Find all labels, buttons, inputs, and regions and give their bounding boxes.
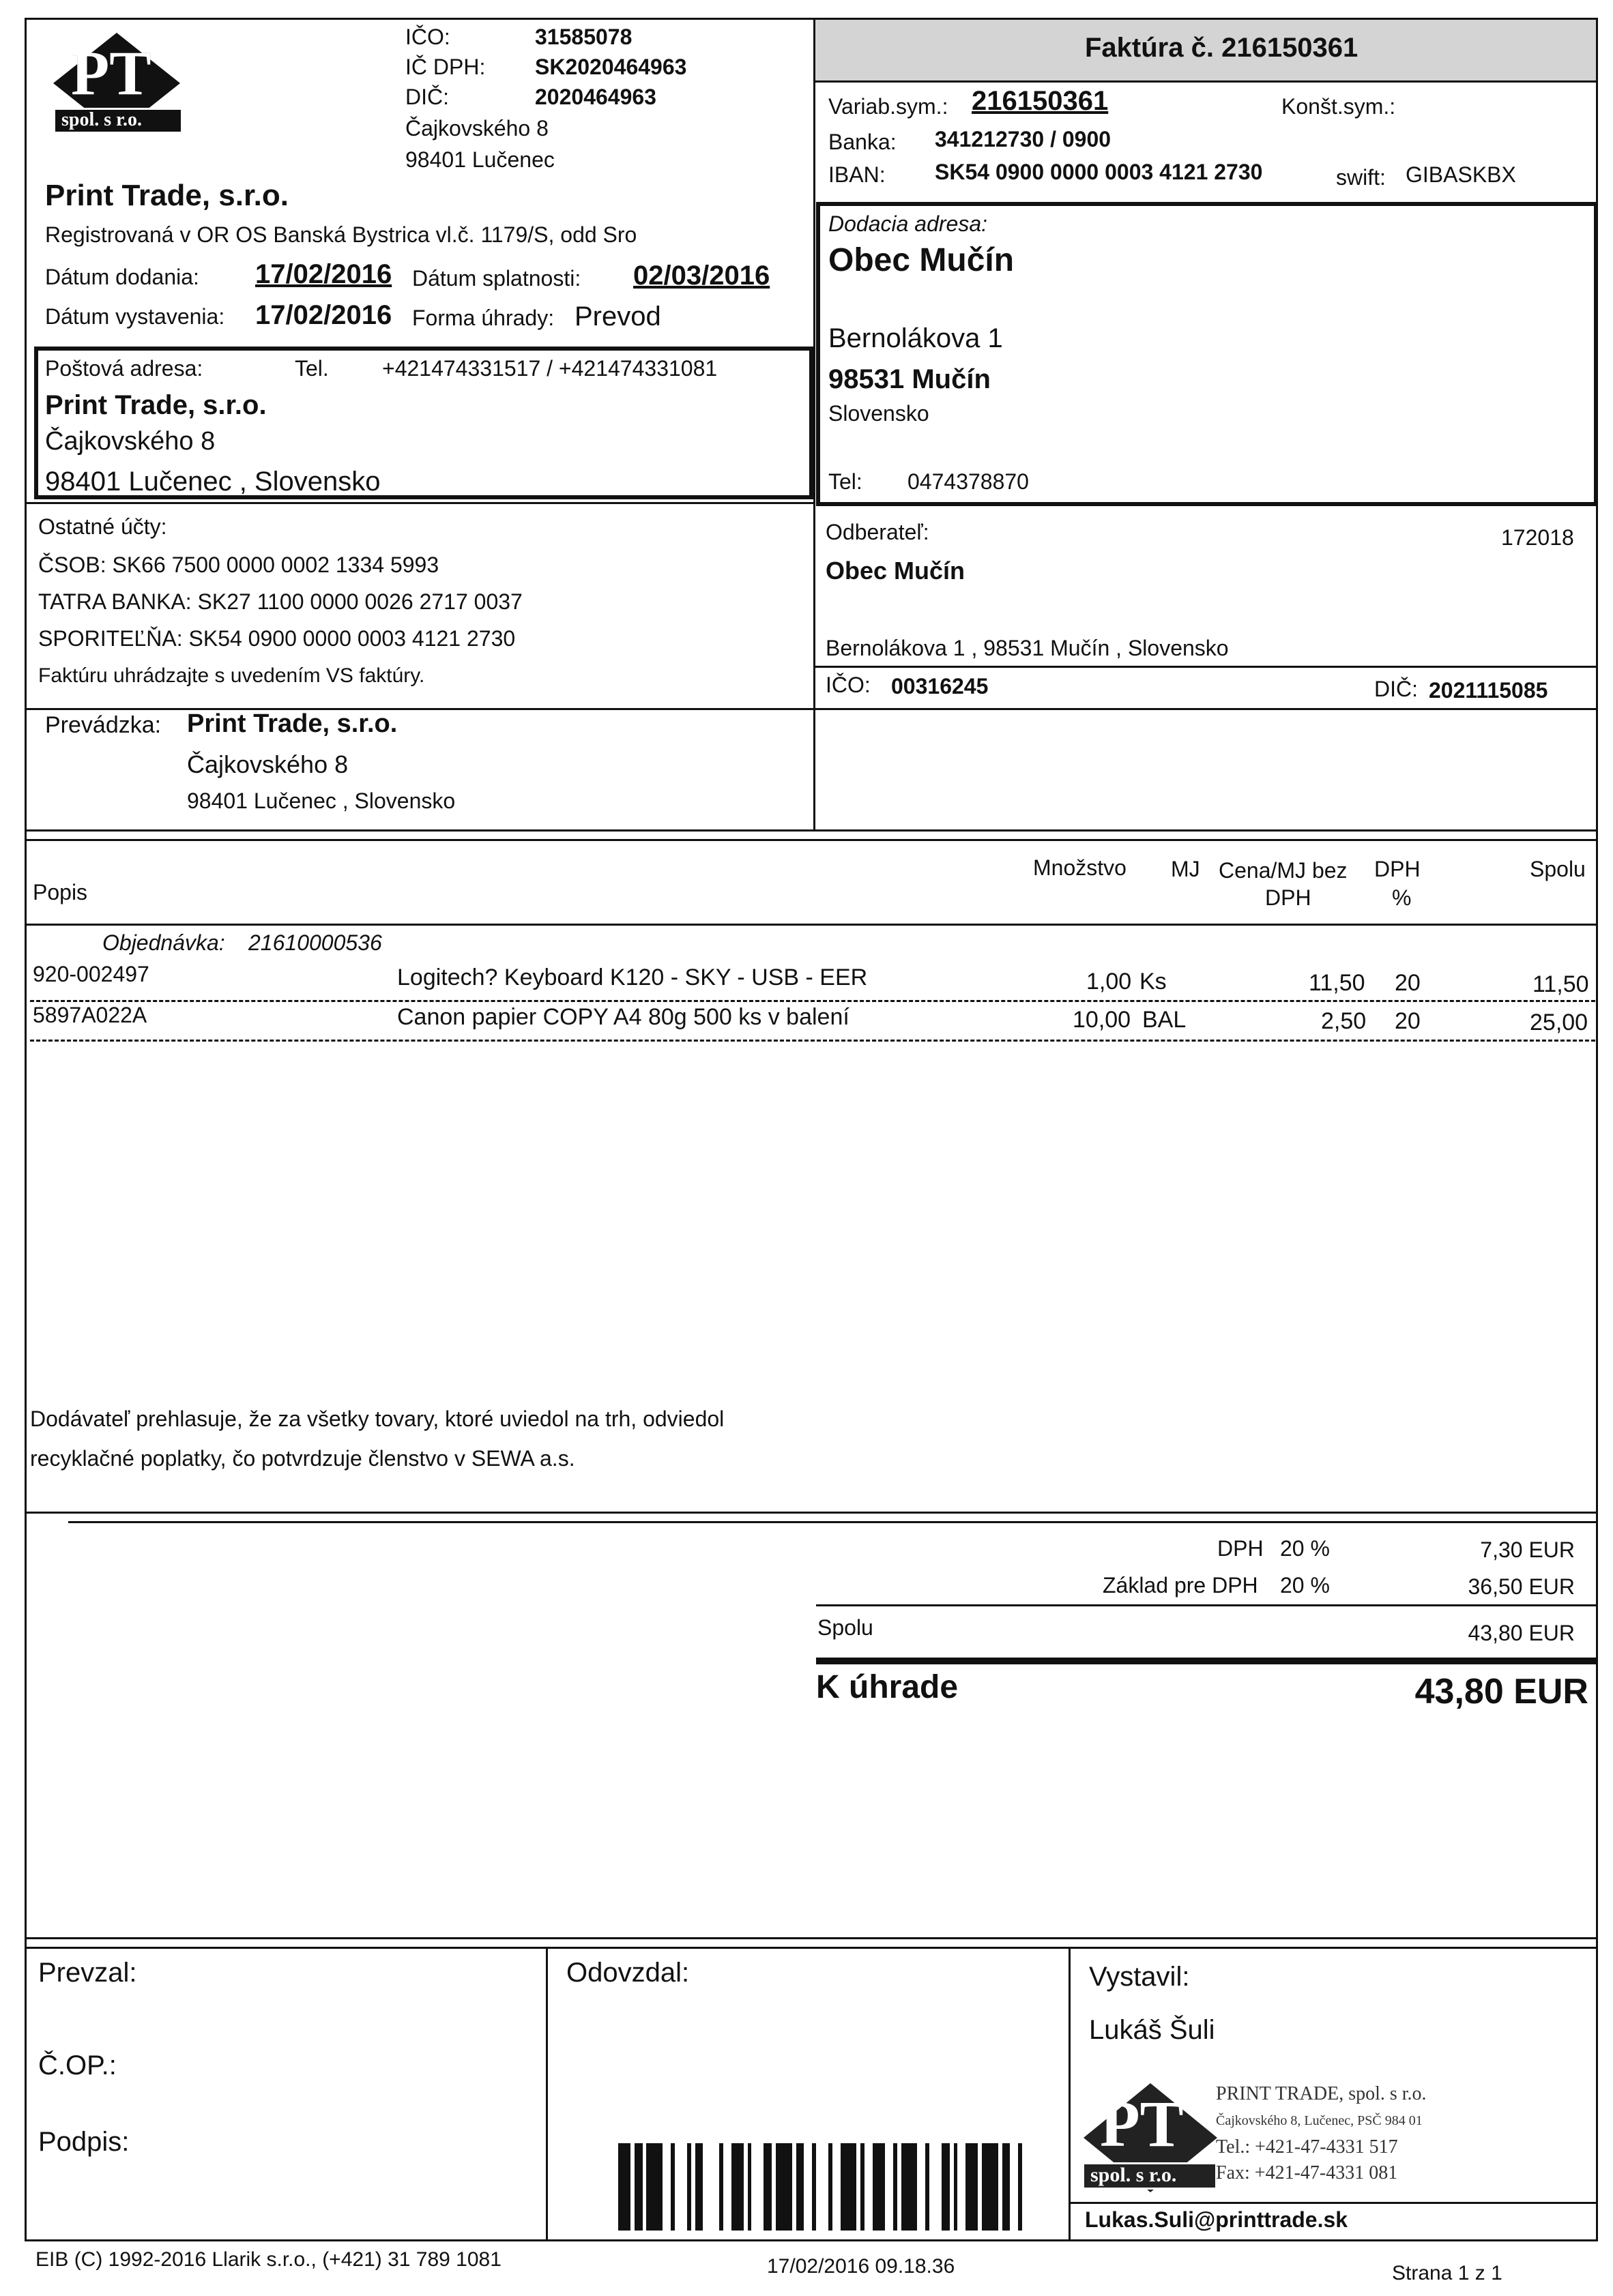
- barcode-bar: [957, 2143, 965, 2231]
- barcode-bar: [917, 2143, 925, 2231]
- barcode-bar: [703, 2143, 719, 2231]
- supplier-city: 98401 Lučenec: [405, 147, 555, 172]
- due-rule: [816, 1658, 1598, 1664]
- postal-label: Poštová adresa:: [45, 356, 203, 381]
- payment-method: Prevod: [575, 301, 661, 332]
- footer-timestamp: 17/02/2016 09.18.36: [767, 2255, 955, 2278]
- order-number: 21610000536: [248, 930, 382, 955]
- items-header-rule: [25, 924, 1598, 926]
- premises-label: Prevádzka:: [45, 712, 162, 738]
- item-2-total: 25,00: [1530, 1010, 1588, 1035]
- barcode-bar: [864, 2143, 873, 2231]
- account-line-1: ČSOB: SK66 7500 0000 0002 1334 5993: [38, 553, 439, 577]
- barcode: [618, 2143, 1034, 2231]
- delivery-street: Bernolákova 1: [828, 323, 1003, 353]
- delivery-date-label: Dátum dodania:: [45, 265, 199, 289]
- ico-value: 31585078: [535, 25, 633, 49]
- vat-rate: 20 %: [1280, 1536, 1330, 1561]
- item-1-rule: [30, 1000, 1595, 1002]
- icdph-label: IČ DPH:: [405, 55, 486, 79]
- base-label: Základ pre DPH: [1103, 1573, 1258, 1598]
- dic-label: DIČ:: [405, 85, 449, 109]
- stamp-line-4: Fax: +421-47-4331 081: [1216, 2162, 1398, 2183]
- col-price-1: Cena/MJ bez: [1219, 858, 1348, 883]
- premises-street: Čajkovského 8: [187, 750, 349, 778]
- item-2-qty: 10,00: [1073, 1007, 1131, 1033]
- signature-top-rule-1: [25, 1937, 1598, 1939]
- delivery-tel: 0474378870: [907, 469, 1029, 494]
- due-amount: 43,80 EUR: [1414, 1672, 1588, 1711]
- delivery-date: 17/02/2016: [255, 259, 392, 289]
- stamp-logo-subtext: spol. s r.o.: [1090, 2164, 1177, 2186]
- barcode-bar: [723, 2143, 731, 2231]
- col-desc: Popis: [33, 880, 88, 904]
- barcode-bar: [776, 2143, 792, 2231]
- delivery-label: Dodacia adresa:: [828, 211, 988, 236]
- delivery-name: Obec Mučín: [828, 242, 1015, 278]
- logo-text: PT: [71, 38, 151, 108]
- col-vat-2: %: [1392, 885, 1412, 910]
- stamp-line-2: Čajkovského 8, Lučenec, PSČ 984 01: [1216, 2113, 1423, 2128]
- items-top-rule-1: [25, 829, 1598, 831]
- issue-date-label: Dátum vystavenia:: [45, 304, 225, 329]
- barcode-bar: [804, 2143, 812, 2231]
- barcode-bar: [885, 2143, 893, 2231]
- item-2-rule: [30, 1040, 1595, 1042]
- barcode-bar: [1002, 2143, 1011, 2231]
- signature-top-rule-2: [25, 1947, 1598, 1949]
- email-rule: [1069, 2202, 1598, 2204]
- premises-city: 98401 Lučenec , Slovensko: [187, 789, 456, 813]
- item-1-total: 11,50: [1532, 971, 1589, 997]
- varsym-label: Variab.sym.:: [828, 94, 948, 119]
- customer-id-rule: [813, 666, 1598, 668]
- delivery-country: Slovensko: [828, 401, 929, 426]
- barcode-bar: [873, 2143, 885, 2231]
- signature-divider-2: [1069, 1947, 1071, 2241]
- items-top-rule-2: [25, 839, 1598, 841]
- op-label: Č.OP.:: [38, 2050, 117, 2080]
- barcode-bar: [731, 2143, 744, 2231]
- barcode-bar: [942, 2143, 950, 2231]
- supplier-name: Print Trade, s.r.o.: [45, 179, 289, 212]
- item-2-code: 5897A022A: [33, 1003, 147, 1027]
- issue-date: 17/02/2016: [255, 300, 392, 330]
- customer-ico: 00316245: [891, 674, 989, 698]
- barcode-bar: [832, 2143, 841, 2231]
- varsym-value: 216150361: [972, 86, 1109, 116]
- handed-label: Odovzdal:: [566, 1958, 690, 1988]
- barcode-bar: [663, 2143, 671, 2231]
- vat-amount: 7,30 EUR: [1480, 1537, 1575, 1562]
- sum-label: Spolu: [817, 1615, 873, 1640]
- icdph-value: SK2020464963: [535, 55, 687, 79]
- item-1-vat: 20: [1395, 970, 1421, 996]
- due-date: 02/03/2016: [633, 261, 770, 291]
- vat-label: DPH: [1217, 1536, 1264, 1561]
- delivery-city: 98531 Mučín: [828, 364, 991, 394]
- iban-value: SK54 0900 0000 0003 4121 2730: [935, 160, 1263, 184]
- stamp-logo-text: PT: [1100, 2087, 1184, 2160]
- due-date-label: Dátum splatnosti:: [412, 266, 581, 291]
- swift-label: swift:: [1336, 165, 1386, 190]
- item-1-unit: Ks: [1139, 969, 1167, 995]
- ico-label: IČO:: [405, 25, 450, 49]
- barcode-bar: [901, 2143, 918, 2231]
- payment-note: Faktúru uhrádzajte s uvedením VS faktúry.: [38, 664, 425, 687]
- item-2-vat: 20: [1395, 1008, 1421, 1034]
- order-label: Objednávka:: [102, 930, 225, 955]
- postal-city: 98401 Lučenec , Slovensko: [45, 467, 381, 497]
- customer-label: Odberateľ:: [826, 520, 929, 544]
- konstsym-label: Konšt.sym.:: [1281, 94, 1396, 119]
- base-rate: 20 %: [1280, 1573, 1330, 1598]
- barcode-bar: [646, 2143, 663, 2231]
- barcode-bar: [841, 2143, 857, 2231]
- postal-street: Čajkovského 8: [45, 427, 216, 456]
- item-1-qty: 1,00: [1086, 969, 1132, 995]
- title-bar-rule: [813, 80, 1598, 83]
- logo-subtext: spol. s r.o.: [61, 109, 143, 130]
- customer-dic: 2021115085: [1429, 678, 1548, 703]
- barcode-bar: [635, 2143, 643, 2231]
- payment-label: Forma úhrady:: [412, 306, 555, 330]
- sum-rule: [816, 1604, 1598, 1606]
- footer-page: Strana 1 z 1: [1392, 2262, 1502, 2284]
- declaration-line-2: recyklačné poplatky, čo potvrdzuje členstvo v SEWA a.s.: [30, 1446, 575, 1471]
- signature-label: Podpis:: [38, 2127, 130, 2157]
- barcode-bar: [929, 2143, 942, 2231]
- stamp-line-1: PRINT TRADE, spol. s r.o.: [1216, 2083, 1427, 2104]
- barcode-bar: [675, 2143, 687, 2231]
- footer-copyright: EIB (C) 1992-2016 Llarik s.r.o., (+421) 31 789 1081: [35, 2248, 502, 2271]
- item-1-code: 920-002497: [33, 962, 149, 986]
- barcode-bar: [1010, 2143, 1018, 2231]
- barcode-bar: [1022, 2143, 1034, 2231]
- account-line-2: TATRA BANKA: SK27 1100 0000 0026 2717 0037: [38, 589, 523, 614]
- barcode-bar: [965, 2143, 978, 2231]
- invoice-title: Faktúra č. 216150361: [1085, 33, 1358, 63]
- postal-tel: +421474331517 / +421474331081: [382, 356, 718, 381]
- barcode-bar: [764, 2143, 772, 2231]
- postal-name: Print Trade, s.r.o.: [45, 390, 267, 420]
- barcode-bar: [816, 2143, 828, 2231]
- item-1-price: 11,50: [1309, 970, 1365, 996]
- due-label: K úhrade: [816, 1669, 959, 1705]
- dic-value: 2020464963: [535, 85, 656, 109]
- col-vat-1: DPH: [1374, 857, 1421, 881]
- totals-top-rule-2: [68, 1521, 1598, 1523]
- delivery-tel-label: Tel:: [828, 469, 862, 494]
- barcode-bar: [982, 2143, 998, 2231]
- item-2-unit: BAL: [1142, 1007, 1187, 1033]
- company-stamp: [1082, 2076, 1437, 2199]
- col-unit: MJ: [1171, 857, 1200, 881]
- supplier-registration: Registrovaná v OR OS Banská Bystrica vl.č. 1179/S, odd Sro: [45, 222, 637, 247]
- bank-value: 341212730 / 0900: [935, 127, 1111, 151]
- iban-label: IBAN:: [828, 162, 886, 187]
- barcode-bar: [796, 2143, 804, 2231]
- declaration-line-1: Dodávateľ prehlasuje, že za všetky tovary, ktoré uviedol na trh, odviedol: [30, 1407, 725, 1431]
- bank-label: Banka:: [828, 130, 897, 154]
- issued-label: Vystavil:: [1089, 1962, 1190, 1992]
- swift-value: GIBASKBX: [1406, 162, 1516, 187]
- issuer-name: Lukáš Šuli: [1089, 2015, 1215, 2045]
- received-label: Prevzal:: [38, 1958, 137, 1988]
- accounts-label: Ostatné účty:: [38, 514, 167, 539]
- barcode-bar: [751, 2143, 764, 2231]
- customer-number: 172018: [1501, 525, 1574, 550]
- sum-amount: 43,80 EUR: [1468, 1621, 1575, 1645]
- customer-name: Obec Mučín: [826, 557, 965, 585]
- customer-ico-label: IČO:: [826, 673, 871, 697]
- signature-divider-1: [546, 1947, 548, 2241]
- barcode-bar: [695, 2143, 703, 2231]
- postal-tel-label: Tel.: [295, 356, 329, 381]
- customer-address: Bernolákova 1 , 98531 Mučín , Slovensko: [826, 636, 1229, 660]
- issuer-email: Lukas.Suli@printtrade.sk: [1085, 2207, 1348, 2232]
- stamp-line-3: Tel.: +421-47-4331 517: [1216, 2136, 1398, 2158]
- supplier-street: Čajkovského 8: [405, 116, 549, 141]
- item-2-desc: Canon papier COPY A4 80g 500 ks v balení: [397, 1004, 849, 1030]
- col-price-2: DPH: [1265, 885, 1311, 910]
- account-line-3: SPORITEĽŇA: SK54 0900 0000 0003 4121 2730: [38, 626, 516, 651]
- barcode-bar: [618, 2143, 630, 2231]
- col-qty: Množstvo: [1033, 855, 1127, 880]
- accounts-top-rule: [25, 502, 813, 504]
- base-amount: 36,50 EUR: [1468, 1574, 1575, 1599]
- totals-top-rule-1: [25, 1512, 1598, 1514]
- item-1-desc: Logitech? Keyboard K120 - SKY - USB - EER: [397, 965, 868, 990]
- col-total: Spolu: [1530, 857, 1586, 881]
- customer-dic-label: DIČ:: [1374, 677, 1418, 701]
- item-2-price: 2,50: [1321, 1008, 1367, 1034]
- premises-name: Print Trade, s.r.o.: [187, 709, 398, 738]
